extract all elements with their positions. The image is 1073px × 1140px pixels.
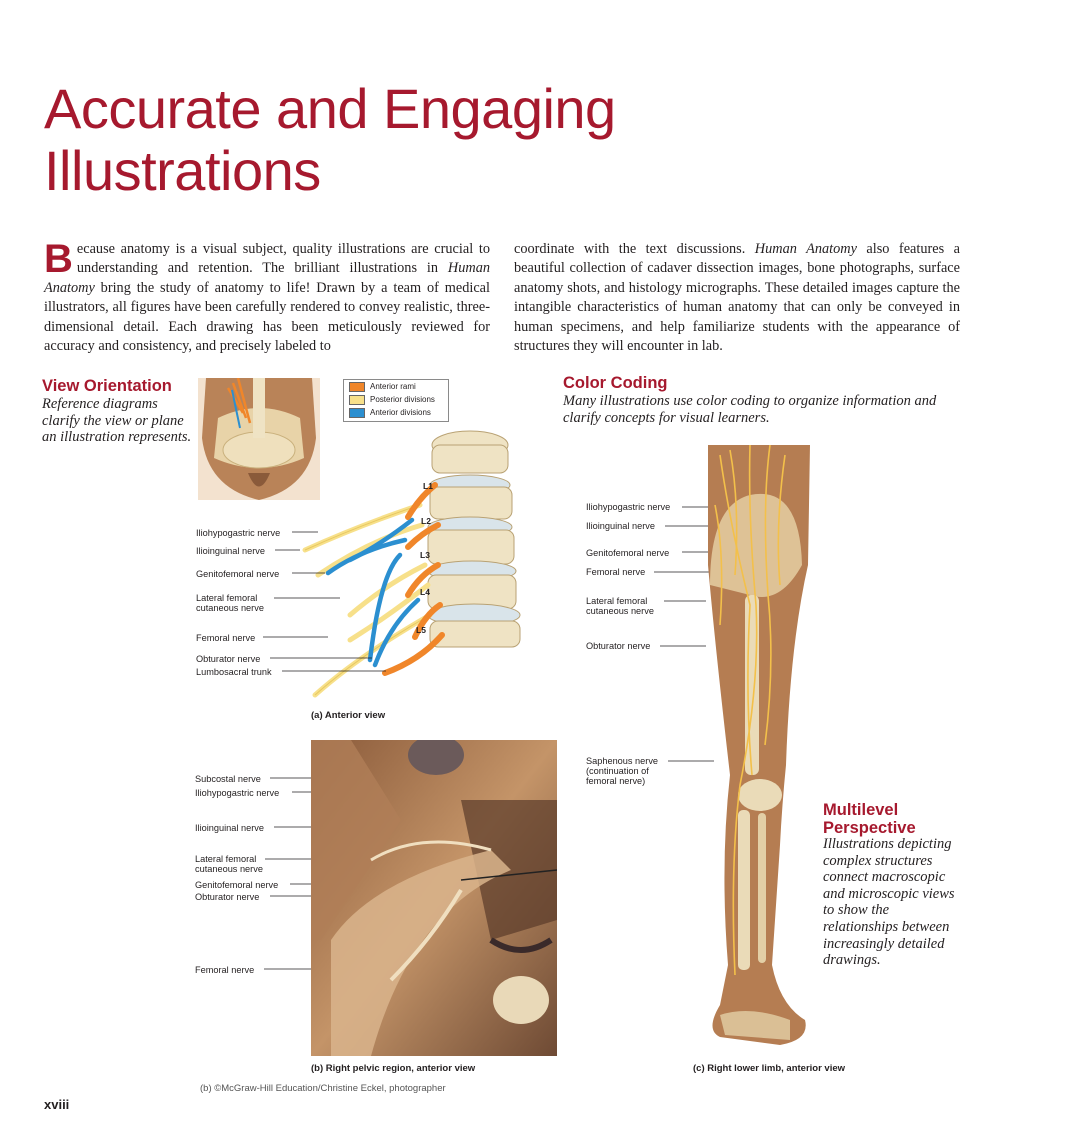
- view-orientation-heading: View Orientation: [42, 377, 172, 395]
- fig-a-label-genitofemoral: Genitofemoral nerve: [196, 569, 280, 579]
- fig-b-label-subcostal: Subcostal nerve: [195, 774, 261, 784]
- intro-book-title-1: Human Anatomy: [44, 260, 490, 296]
- fig-c-label-obturator: Obturator nerve: [586, 641, 651, 651]
- intro-text-1b: bring the study of anatomy to life! Drawn by a team of medical illustrators, all figures have been carefully rendered to convey realistic, three-dimensional detail. Each drawing has been meticulously reviewed for accuracy and consistency, and precisely labeled to: [44, 279, 490, 355]
- intro-text-2b: also features a beautiful collection of cadaver dissection images, bone photographs, surface anatomy shots, and histology micrographs. These detailed images capture the intangible characteristics of human anatomy that can only be conveyed in human specimens, and help familiarize students with the appearance of structures they will encounter in lab.: [514, 241, 961, 355]
- fig-c-label-iliohypogastric: Iliohypogastric nerve: [586, 502, 671, 512]
- level-label-l4: L4: [420, 587, 430, 597]
- fig-b-label-iliohypogastric: Iliohypogastric nerve: [195, 788, 280, 798]
- title-line-2: Illustrations: [44, 139, 321, 202]
- fig-a-label-lateral-femoral-1: Lateral femoral: [196, 593, 258, 603]
- intro-text-1a: ecause anatomy is a visual subject, quality illustrations are crucial to understanding and retention. The brilliant illustrations in: [76, 241, 490, 277]
- title-line-1: Accurate and Engaging: [44, 77, 616, 140]
- fig-c-label-genitofemoral: Genitofemoral nerve: [586, 548, 670, 558]
- fig-a-label-ilioinguinal: Ilioinguinal nerve: [196, 546, 265, 556]
- drop-cap: B: [44, 237, 73, 281]
- legend-label: Posterior divisions: [370, 395, 435, 405]
- fig-b-label-genitofemoral: Genitofemoral nerve: [195, 880, 279, 890]
- fig-b-label-obturator: Obturator nerve: [195, 892, 260, 902]
- fig-c-label-lateral-femoral-1: Lateral femoral: [586, 596, 648, 606]
- intro-book-title-2: Human Anatomy: [754, 241, 857, 257]
- fig-a-caption: (a) Anterior view: [311, 710, 386, 721]
- multilevel-heading-line-2: Perspective: [823, 819, 916, 837]
- fig-a-label-femoral: Femoral nerve: [196, 633, 256, 643]
- fig-a-label-lumbosacral-trunk: Lumbosacral trunk: [196, 667, 272, 677]
- fig-b-label-ilioinguinal: Ilioinguinal nerve: [195, 823, 264, 833]
- fig-a-label-obturator: Obturator nerve: [196, 654, 261, 664]
- fig-c-label-lateral-femoral-2: cutaneous nerve: [586, 606, 654, 616]
- level-label-l2: L2: [421, 516, 431, 526]
- level-label-l5: L5: [416, 625, 426, 635]
- fig-c-label-saphenous-3: femoral nerve): [586, 776, 646, 786]
- fig-c-label-femoral: Femoral nerve: [586, 567, 646, 577]
- fig-b-label-lateral-femoral-2: cutaneous nerve: [195, 864, 263, 874]
- fig-c-label-ilioinguinal: Ilioinguinal nerve: [586, 521, 655, 531]
- legend-label: Anterior rami: [370, 382, 416, 392]
- fig-c-label-saphenous-1: Saphenous nerve: [586, 756, 659, 766]
- legend-label: Anterior divisions: [370, 408, 431, 418]
- multilevel-text: Illustrations depicting complex structures connect macroscopic and microscopic views to show the relationships between increasingly detailed drawings.: [823, 836, 955, 969]
- multilevel-heading-line-1: Multilevel: [823, 801, 899, 819]
- fig-a-label-iliohypogastric: Iliohypogastric nerve: [196, 528, 281, 538]
- view-orientation-text: Reference diagrams clarify the view or plane an illustration represents.: [42, 396, 192, 446]
- pelvic-dissection-photo: [311, 740, 557, 1056]
- lower-limb-illustration: [690, 445, 830, 1055]
- intro-text-2a: coordinate with the text discussions.: [514, 241, 755, 257]
- level-label-l1: L1: [423, 481, 433, 491]
- fig-b-caption: (b) Right pelvic region, anterior view: [311, 1063, 476, 1074]
- fig-c-label-saphenous-2: (continuation of: [586, 766, 649, 776]
- fig-b-label-femoral: Femoral nerve: [195, 965, 255, 975]
- fig-c-caption: (c) Right lower limb, anterior view: [693, 1063, 846, 1074]
- photo-credit: (b) ©McGraw-Hill Education/Christine Eckel, photographer: [200, 1083, 446, 1094]
- page-number: xviii: [44, 1097, 70, 1112]
- fig-a-label-lateral-femoral-2: cutaneous nerve: [196, 603, 264, 613]
- level-label-l3: L3: [420, 550, 430, 560]
- color-coding-text: Many illustrations use color coding to organize information and clarify concepts for visual learners.: [563, 393, 937, 426]
- fig-b-label-lateral-femoral-1: Lateral femoral: [195, 854, 257, 864]
- color-coding-heading: Color Coding: [563, 374, 668, 392]
